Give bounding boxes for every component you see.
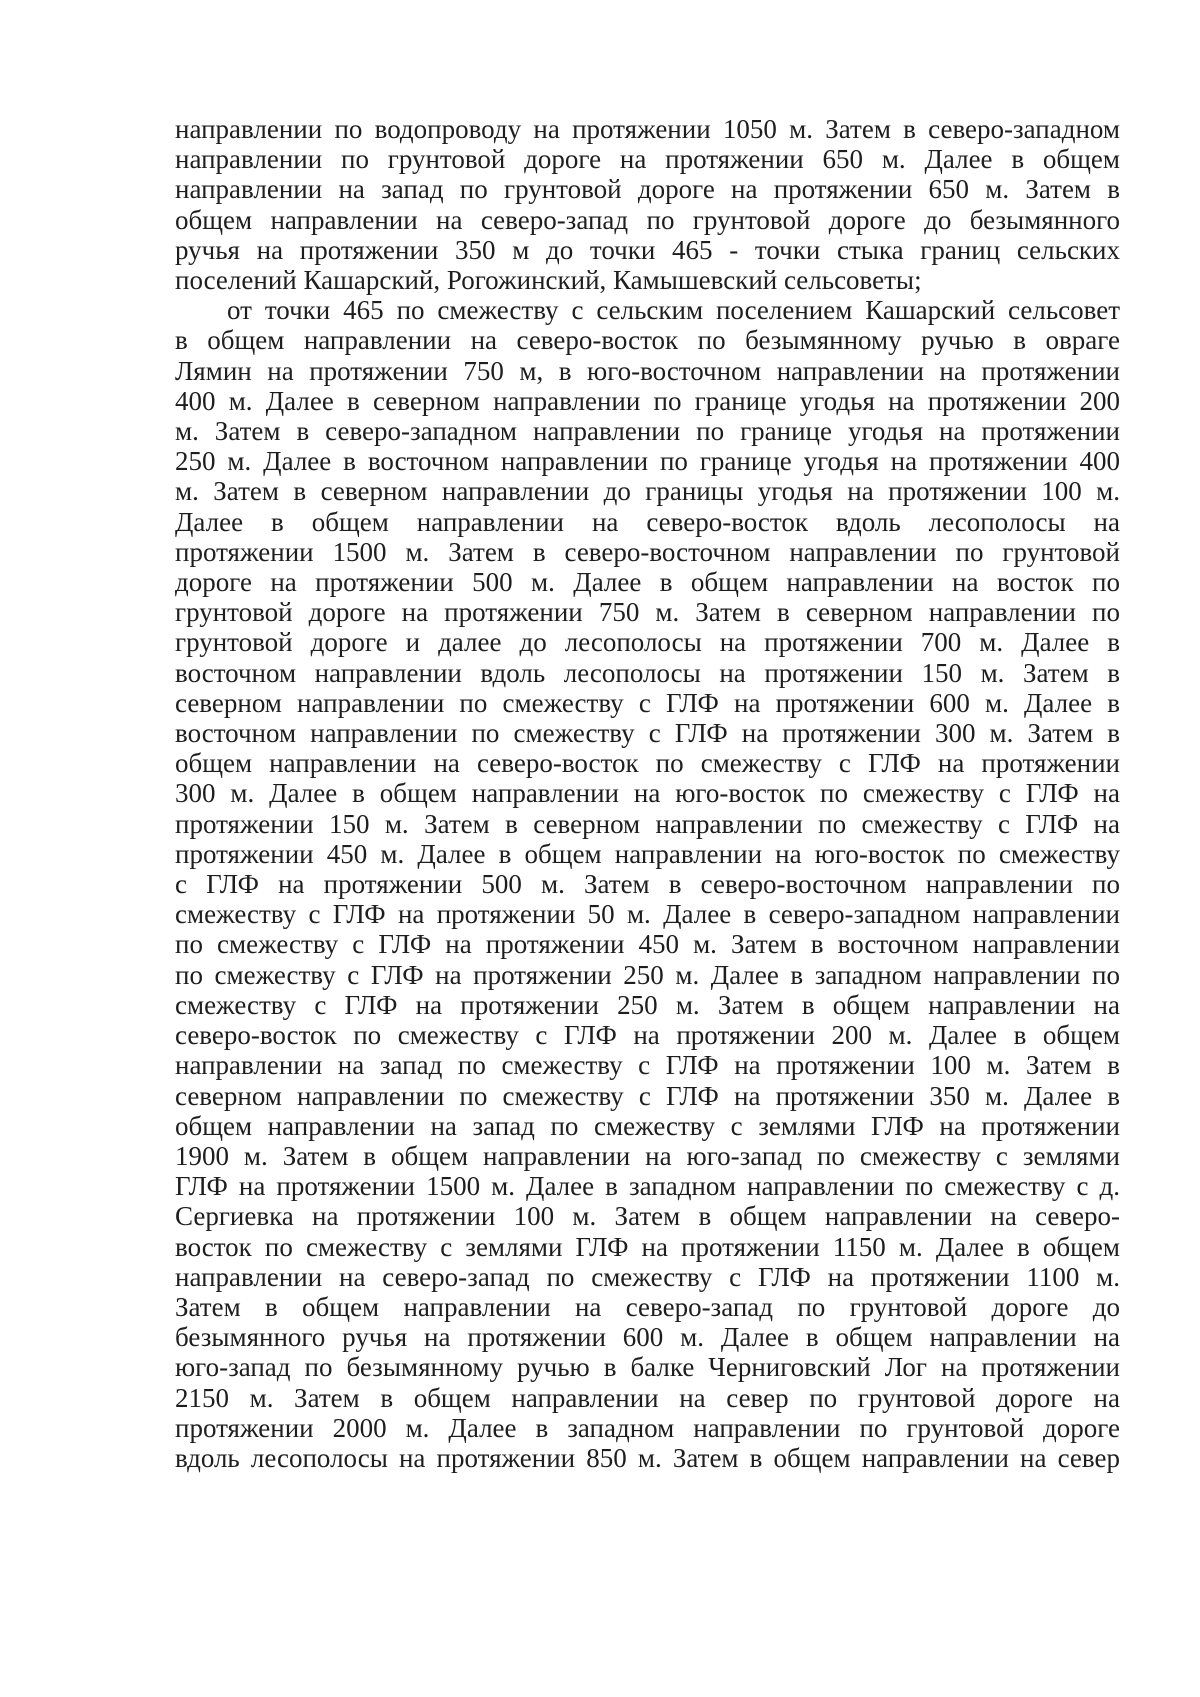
- text-line: Лямин на протяжении 750 м, в юго-восточном направлении на протяжении: [175, 355, 1120, 386]
- text-line: направлении на северо-запад по смежеству с ГЛФ на протяжении 1100 м.: [175, 1261, 1120, 1292]
- text-line: общем направлении на запад по смежеству с землями ГЛФ на протяжении: [175, 1110, 1120, 1141]
- text-line: северном направлении по смежеству с ГЛФ на протяжении 350 м. Далее в: [175, 1080, 1120, 1111]
- text-line: дороге на протяжении 500 м. Далее в общем направлении на восток по: [175, 567, 1120, 598]
- text-line: грунтовой дороге на протяжении 750 м. Затем в северном направлении по: [175, 597, 1120, 628]
- text-line: по смежеству с ГЛФ на протяжении 450 м. Затем в восточном направлении: [175, 929, 1120, 960]
- text-line: протяжении 2000 м. Далее в западном направлении по грунтовой дороге: [175, 1412, 1120, 1443]
- text-line: 250 м. Далее в восточном направлении по границе угодья на протяжении 400: [175, 446, 1120, 477]
- text-line: от точки 465 по смежеству с сельским поселением Кашарский сельсовет: [227, 295, 1120, 326]
- text-line: восточном направлении вдоль лесополосы на протяжении 150 м. Затем в: [175, 657, 1120, 688]
- text-line: протяжении 1500 м. Затем в северо-восточном направлении по грунтовой: [175, 536, 1120, 567]
- text-line: поселений Кашарский, Рогожинский, Камышевский сельсоветы;: [175, 265, 922, 296]
- paragraph: [175, 114, 1120, 295]
- text-line: Сергиевка на протяжении 100 м. Затем в общем направлении на северо-: [175, 1201, 1120, 1232]
- text-line: безымянного ручья на протяжении 600 м. Далее в общем направлении на: [175, 1322, 1120, 1353]
- text-line: направлении на запад по грунтовой дороге на протяжении 650 м. Затем в: [175, 174, 1120, 205]
- document-body-text: [175, 114, 1120, 1473]
- text-line: протяжении 450 м. Далее в общем направлении на юго-восток по смежеству: [175, 838, 1120, 869]
- text-line: северо-восток по смежеству с ГЛФ на протяжении 200 м. Далее в общем: [175, 1020, 1120, 1051]
- text-line: вдоль лесополосы на протяжении 850 м. Затем в общем направлении на север: [175, 1442, 1120, 1473]
- text-line: Далее в общем направлении на северо-восток вдоль лесополосы на: [175, 506, 1120, 537]
- text-line: направлении по грунтовой дороге на протяжении 650 м. Далее в общем: [175, 144, 1120, 175]
- text-line: общем направлении на северо-запад по грунтовой дороге до безымянного: [175, 204, 1120, 235]
- text-line: 300 м. Далее в общем направлении на юго-восток по смежеству с ГЛФ на: [175, 778, 1120, 809]
- text-line: направлении по водопроводу на протяжении 1050 м. Затем в северо-западном: [175, 114, 1120, 144]
- text-line: смежеству с ГЛФ на протяжении 50 м. Далее в северо-западном направлении: [175, 899, 1120, 930]
- text-line: общем направлении на северо-восток по смежеству с ГЛФ на протяжении: [175, 748, 1120, 779]
- text-line: м. Затем в северо-западном направлении по границе угодья на протяжении: [175, 416, 1120, 447]
- text-line: восток по смежеству с землями ГЛФ на протяжении 1150 м. Далее в общем: [175, 1231, 1120, 1262]
- text-line: ГЛФ на протяжении 1500 м. Далее в западном направлении по смежеству с д.: [175, 1171, 1120, 1202]
- text-line: в общем направлении на северо-восток по безымянному ручью в овраге: [175, 325, 1120, 356]
- text-line: 2150 м. Затем в общем направлении на север по грунтовой дороге на: [175, 1382, 1120, 1413]
- text-line: протяжении 150 м. Затем в северном направлении по смежеству с ГЛФ на: [175, 808, 1120, 839]
- paragraph: [175, 295, 1120, 1473]
- text-line: грунтовой дороге и далее до лесополосы на протяжении 700 м. Далее в: [175, 627, 1120, 658]
- text-line: Затем в общем направлении на северо-запад по грунтовой дороге до: [175, 1291, 1120, 1322]
- text-line: 400 м. Далее в северном направлении по границе угодья на протяжении 200: [175, 385, 1120, 416]
- text-line: по смежеству с ГЛФ на протяжении 250 м. Далее в западном направлении по: [175, 959, 1120, 990]
- text-line: юго-запад по безымянному ручью в балке Черниговский Лог на протяжении: [175, 1352, 1120, 1383]
- text-line: северном направлении по смежеству с ГЛФ на протяжении 600 м. Далее в: [175, 687, 1120, 718]
- text-line: восточном направлении по смежеству с ГЛФ на протяжении 300 м. Затем в: [175, 718, 1120, 749]
- text-line: 1900 м. Затем в общем направлении на юго-запад по смежеству с землями: [175, 1140, 1120, 1171]
- text-line: с ГЛФ на протяжении 500 м. Затем в северо-восточном направлении по: [175, 869, 1120, 900]
- text-line: смежеству с ГЛФ на протяжении 250 м. Затем в общем направлении на: [175, 989, 1120, 1020]
- text-line: направлении на запад по смежеству с ГЛФ на протяжении 100 м. Затем в: [175, 1050, 1120, 1081]
- text-line: м. Затем в северном направлении до границы угодья на протяжении 100 м.: [175, 476, 1120, 507]
- text-line: ручья на протяжении 350 м до точки 465 - точки стыка границ сельских: [175, 234, 1120, 265]
